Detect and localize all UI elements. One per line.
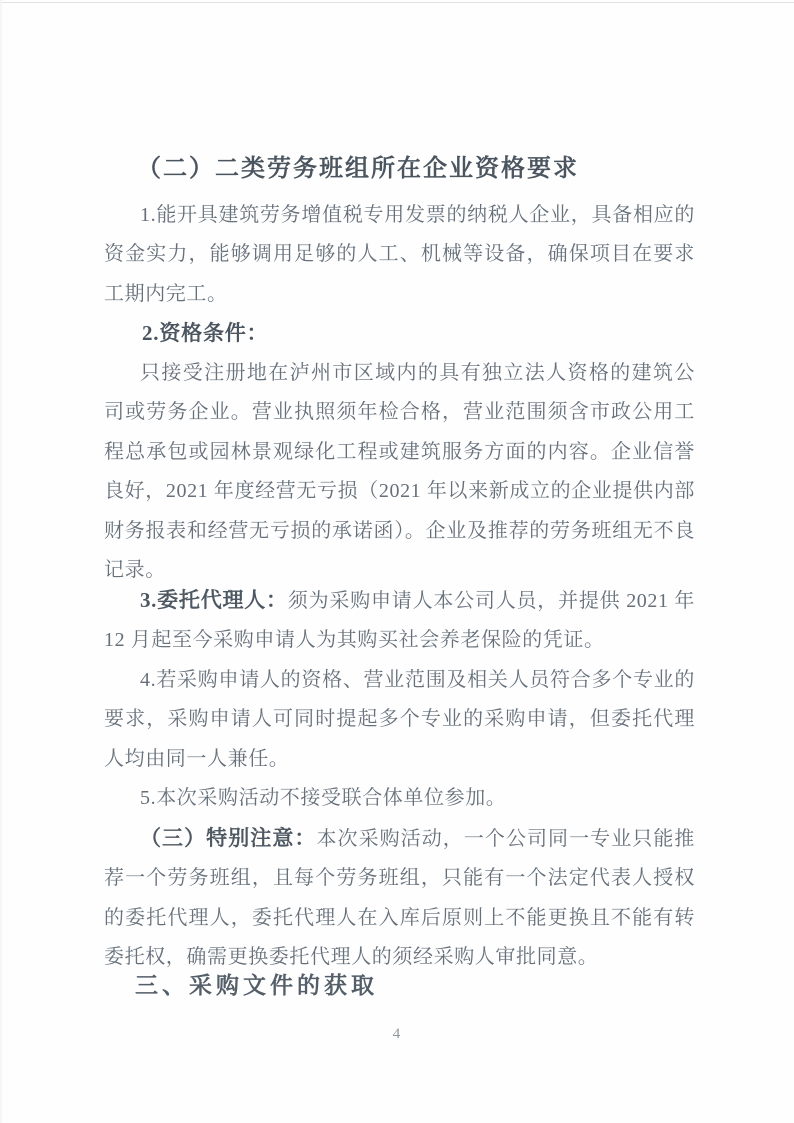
bold-run: 3.委托代理人：	[140, 587, 288, 612]
section-note-3: （三）特别注意：本次采购活动，一个公司同一专业只能推荐一个劳务班组，且每个劳务班组，只能有一个法定代表人授权的委托代理人，委托代理人在入库后原则上不能更换且不能有转委托权，确需更换委托代理人的须经采购人审批同意。	[104, 825, 695, 968]
scan-edge-top	[0, 2, 794, 3]
page-number: 4	[392, 1026, 402, 1042]
section-heading-2: （二）二类劳务班组所在企业资格要求	[137, 156, 579, 182]
section-heading-3: 三、采购文件的获取	[135, 971, 378, 998]
clause-5: 5.本次采购活动不接受联合体单位参加。	[140, 787, 507, 809]
clause-2-body: 只接受注册地在泸州市区域内的具有独立法人资格的建筑公司或劳务企业。营业执照须年检合格，营业范围须含市政公用工程总承包或园林景观绿化工程或建筑服务方面的内容。企业信誉良好，2021 年度经营无亏损（2021 年以来新成立的企业提供内部财务报表和经营无亏损的承诺函）。企业及推荐的劳务班组无不良记录。	[104, 361, 695, 581]
bold-run: （三）特别注意：	[140, 825, 317, 850]
clause-3: 3.委托代理人：须为采购申请人本公司人员，并提供 2021 年 12 月起至今采购申请人为其购买社会养老保险的凭证。	[104, 587, 695, 651]
clause-2-heading: 2.资格条件：	[142, 321, 269, 345]
scan-edge-left	[0, 0, 3, 1123]
clause-1: 1.能开具建筑劳务增值税专用发票的纳税人企业，具备相应的资金实力，能够调用足够的人工、机械等设备，确保项目在要求工期内完工。	[104, 203, 695, 305]
document-content	[104, 150, 695, 1005]
clause-4: 4.若采购申请人的资格、营业范围及相关人员符合多个专业的要求，采购申请人可同时提起多个专业的采购申请，但委托代理人均由同一人兼任。	[104, 668, 695, 770]
